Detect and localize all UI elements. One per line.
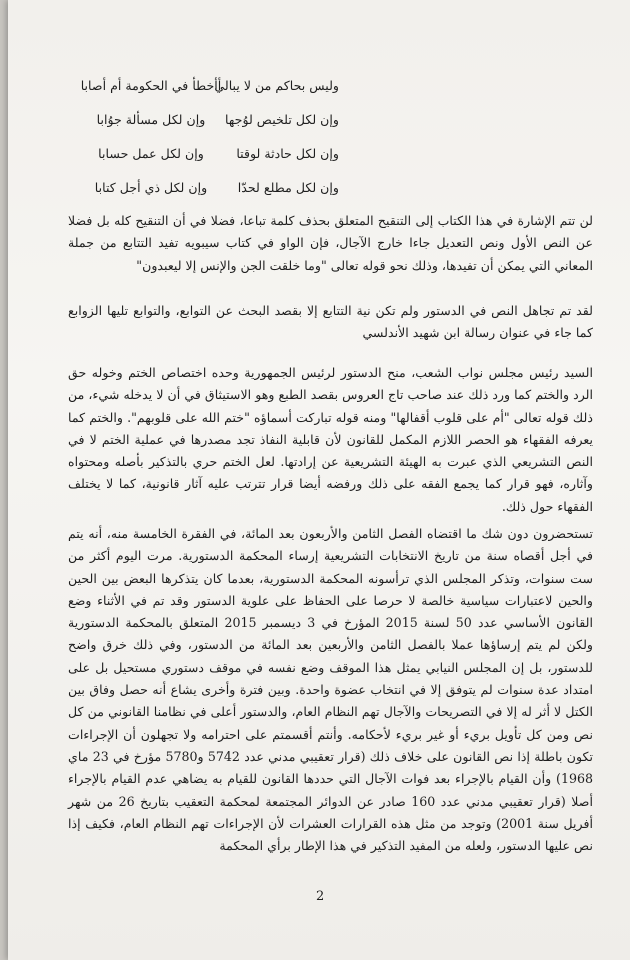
verse-1-first-hemistich: وليس بحاكم من لا يبالي [214, 78, 339, 93]
document-page [8, 0, 630, 960]
page-number: 2 [316, 889, 325, 904]
verse-4-second-hemistich: وإن لكل ذي أجل كتابا [94, 180, 208, 195]
verse-3-second-hemistich: وإن لكل عمل حسابا [98, 146, 204, 161]
verse-4-first-hemistich: وإن لكل مطلع لحدّا [237, 180, 339, 195]
paragraph-promulgation: السيد رئيس مجلس نواب الشعب، منح الدستور لرئيس الجمهورية وحده اختصاص الختم وخوله حق الرد والختم كما ورد ذلك عند صاحب تاج العروس بقصد الطبع وهو الاستيثاق في أن لا يدخله شيء، من ذلك قوله تعالى "أم على قلوب أقفالها" ومنه قوله تباركت أسماؤه "ختم الله على قلوبهم". والختم كما يعرفه الفقهاء هو الحصر اللازم المكمل للقانون لأن قابلية النفاذ تجد مصدرها في عملية الختم لا في النص التشريعي الذي عبرت به الهيئة التشريعية عن إرادتها. لعل الختم حري بالتذكير بأصله ومحتواه وآثاره، فهو قرار كما يجمع الفقه على ذلك ورفضه أيضا قرار تترتب عليه آثار قانونية، كما لا يختلف الفقهاء حول ذلك. [68, 365, 594, 514]
verse-2-first-hemistich: وإن لكل تلخيص لوُجها [225, 112, 339, 127]
paragraph-constitutional-court: تستحضرون دون شك ما اقتضاه الفصل الثامن والأربعون بعد المائة، في الفقرة الخامسة منه، أنه يتم في أجل أقصاه سنة من تاريخ الانتخابات التشريعية إرساء المحكمة الدستورية. مرت اليوم أكثر من ست سنوات، وتذكر المجلس الذي ترأسونه المحكمة الدستورية، بعدما كان يتذكرها البعض بين الحين والحين لاعتبارات سياسية خالصة لا حرصا على الحفاظ على علوية الدستور وقد تم في الأثناء وضع القانون الأساسي عدد 50 لسنة 2015 المؤرخ في 3 ديسمبر 2015 المتعلق بالمحكمة الدستورية ولكن لم يتم إرساؤها عملا بالفصل الثامن والأربعين بعد المائة من الدستور، وفي ذلك خرق واضح للدستور، بل إن المجلس النيابي يمثل هذا الموقف وضع نفسه في موقف دستوري مستحيل بل على امتداد عدة سنوات لم يتوفق إلا في انتخاب عضوة واحدة. وبين فترة وأخرى يشاع أنه حصل وفاق بين الكتل لا أثر له إلا في التصريحات والآجال تهم النظام العام، والدستور أعلى في نظامنا القانوني من كل نص ومن كل تأويل بريء أو غير بريء لأحكامه. وأنتم أقسمتم على احترامه ولا تجهلون أن الإجراءات تكون باطلة إذا نص القانون على خلاف ذلك (قرار تعقيبي مدني عدد 5742 و5780 مؤرخ في 23 ماي 1968) وأن القيام بالإجراء بعد فوات الآجال التي حددها القانون للقيام به يضاهي عدم القيام بالإجراء أصلا (قرار تعقيبي مدني عدد 160 صادر عن الدوائر المجتمعة لمحكمة التعقيب بتاريخ 26 من شهر أفريل سنة 2001) وتوجد من مثل هذه القرارات العشرات لأن الإجراءات تهم النظام العام، فكيف إذا نص عليها الدستور، ولعله من المفيد التذكير في هذا الإطار برأي المحكمة [68, 526, 593, 854]
verse-2-second-hemistich: وإن لكل مسألة جوُابا [96, 112, 206, 127]
verse-1-second-hemistich: أأخطأ في الحكومة أم أصابا [80, 78, 222, 93]
paragraph-sibawayh: لن تتم الإشارة في هذا الكتاب إلى التنقيح المتعلق بحذف كلمة تباعا، فضلا في أن التنقيح كله بل فضلا عن النص الأول ونص التعديل جاءا خارج الآجال، فإن الواو في كتاب سيبويه تفيد التتابع من جملة المعاني التي يمكن أن تفيدها، وذلك نحو قوله تعالى "وما خلقت الجن والإنس إلا ليعبدون" [68, 213, 593, 273]
verse-3-first-hemistich: وإن لكل حادثة لوقتا [236, 146, 339, 161]
paragraph-ibn-shuhayd: لقد تم تجاهل النص في الدستور ولم تكن نية التتابع إلا بقصد البحث عن التوابع، والتوابع تليها الزوابع كما جاء في عنوان رسالة ابن شهيد الأندلسي [68, 303, 593, 341]
